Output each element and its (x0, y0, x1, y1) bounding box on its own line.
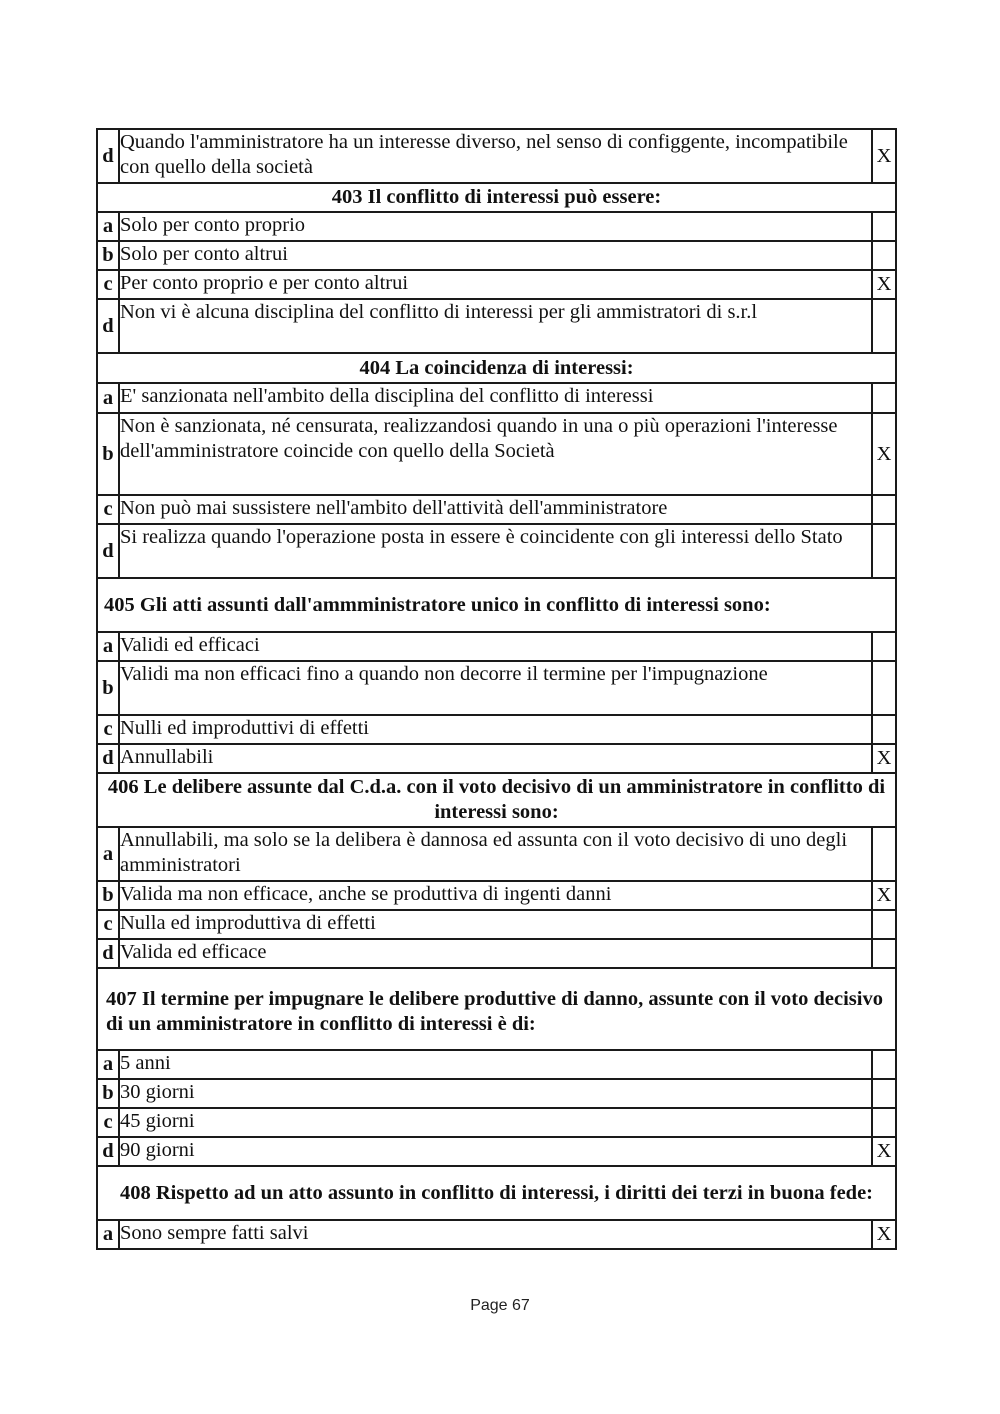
answer-text: Valida ma non efficace, anche se produttiva di ingenti danni (119, 881, 872, 910)
correct-answer-mark (872, 910, 896, 939)
answer-row (97, 495, 896, 524)
answer-letter: a (97, 632, 119, 661)
answer-text: Per conto proprio e per conto altrui (119, 270, 872, 299)
correct-answer-mark: X (872, 881, 896, 910)
answer-row (97, 1079, 896, 1108)
answer-text: Non è sanzionata, né censurata, realizzandosi quando in una o più operazioni l'interesse dell'amministratore coincide con quello della Società (119, 413, 872, 495)
answer-row (97, 827, 896, 881)
answer-row (97, 715, 896, 744)
answer-row (97, 212, 896, 241)
answer-row (97, 744, 896, 773)
answer-row (97, 1108, 896, 1137)
correct-answer-mark (872, 212, 896, 241)
correct-answer-mark: X (872, 1220, 896, 1249)
correct-answer-mark (872, 1108, 896, 1137)
answer-row (97, 524, 896, 578)
question-text: 407 Il termine per impugnare le delibere produttive di danno, assunte con il voto decisivo di un amministratore in conflitto di interessi è di: (97, 968, 896, 1050)
question-row (97, 968, 896, 1050)
answer-letter: a (97, 827, 119, 881)
answer-text: Non vi è alcuna disciplina del conflitto di interessi per gli ammistratori di s.r.l (119, 299, 872, 353)
correct-answer-mark (872, 939, 896, 968)
answer-letter: d (97, 299, 119, 353)
question-row (97, 773, 896, 827)
correct-answer-mark (872, 241, 896, 270)
question-text: 406 Le delibere assunte dal C.d.a. con il voto decisivo di un amministratore in conflitto di interessi sono: (97, 773, 896, 827)
question-row (97, 1166, 896, 1220)
answer-text: 30 giorni (119, 1079, 872, 1108)
answer-row (97, 129, 896, 183)
question-text: 404 La coincidenza di interessi: (97, 353, 896, 383)
answer-text: Validi ed efficaci (119, 632, 872, 661)
answer-row (97, 241, 896, 270)
answer-letter: a (97, 1220, 119, 1249)
answer-letter: d (97, 524, 119, 578)
answer-row (97, 299, 896, 353)
question-text: 403 Il conflitto di interessi può essere: (97, 183, 896, 212)
answer-row (97, 910, 896, 939)
correct-answer-mark (872, 827, 896, 881)
answer-letter: c (97, 270, 119, 299)
answer-text: 90 giorni (119, 1137, 872, 1166)
answer-letter: a (97, 212, 119, 241)
answer-row (97, 1137, 896, 1166)
answer-letter: c (97, 715, 119, 744)
answer-row (97, 1050, 896, 1079)
answer-text: Si realizza quando l'operazione posta in essere è coincidente con gli interessi dello Stato (119, 524, 872, 578)
answer-letter: d (97, 129, 119, 183)
question-row (97, 578, 896, 632)
correct-answer-mark: X (872, 129, 896, 183)
answer-letter: b (97, 881, 119, 910)
answer-row (97, 661, 896, 715)
answer-text: Annullabili (119, 744, 872, 773)
answer-row (97, 939, 896, 968)
quiz-table-body (97, 129, 896, 1249)
answer-row (97, 413, 896, 495)
correct-answer-mark (872, 495, 896, 524)
page-number: Page 67 (470, 1297, 530, 1314)
correct-answer-mark: X (872, 270, 896, 299)
answer-row (97, 881, 896, 910)
answer-text: Nulli ed improduttivi di effetti (119, 715, 872, 744)
correct-answer-mark (872, 715, 896, 744)
correct-answer-mark: X (872, 1137, 896, 1166)
answer-text: 45 giorni (119, 1108, 872, 1137)
correct-answer-mark (872, 661, 896, 715)
question-row (97, 183, 896, 212)
answer-text: Quando l'amministratore ha un interesse diverso, nel senso di configgente, incompatibile con quello della società (119, 129, 872, 183)
answer-letter: c (97, 910, 119, 939)
answer-letter: b (97, 241, 119, 270)
answer-text: Solo per conto proprio (119, 212, 872, 241)
answer-text: Nulla ed improduttiva di effetti (119, 910, 872, 939)
question-text: 408 Rispetto ad un atto assunto in conflitto di interessi, i diritti dei terzi in buona fede: (97, 1166, 896, 1220)
answer-letter: d (97, 744, 119, 773)
answer-letter: d (97, 939, 119, 968)
answer-row (97, 632, 896, 661)
answer-letter: b (97, 661, 119, 715)
answer-row (97, 1220, 896, 1249)
answer-text: E' sanzionata nell'ambito della disciplina del conflitto di interessi (119, 383, 872, 413)
answer-row (97, 383, 896, 413)
answer-row (97, 270, 896, 299)
answer-letter: b (97, 413, 119, 495)
answer-text: 5 anni (119, 1050, 872, 1079)
answer-text: Non può mai sussistere nell'ambito dell'attività dell'amministratore (119, 495, 872, 524)
answer-text: Validi ma non efficaci fino a quando non decorre il termine per l'impugnazione (119, 661, 872, 715)
answer-letter: b (97, 1079, 119, 1108)
answer-letter: a (97, 383, 119, 413)
correct-answer-mark: X (872, 413, 896, 495)
correct-answer-mark: X (872, 744, 896, 773)
correct-answer-mark (872, 1050, 896, 1079)
answer-letter: a (97, 1050, 119, 1079)
correct-answer-mark (872, 632, 896, 661)
correct-answer-mark (872, 1079, 896, 1108)
answer-letter: c (97, 495, 119, 524)
correct-answer-mark (872, 383, 896, 413)
answer-text: Annullabili, ma solo se la delibera è dannosa ed assunta con il voto decisivo di uno degli amministratori (119, 827, 872, 881)
quiz-table (96, 128, 897, 1250)
answer-text: Sono sempre fatti salvi (119, 1220, 872, 1249)
answer-text: Valida ed efficace (119, 939, 872, 968)
answer-text: Solo per conto altrui (119, 241, 872, 270)
correct-answer-mark (872, 299, 896, 353)
correct-answer-mark (872, 524, 896, 578)
answer-letter: c (97, 1108, 119, 1137)
question-row (97, 353, 896, 383)
answer-letter: d (97, 1137, 119, 1166)
question-text: 405 Gli atti assunti dall'ammministratore unico in conflitto di interessi sono: (97, 578, 896, 632)
